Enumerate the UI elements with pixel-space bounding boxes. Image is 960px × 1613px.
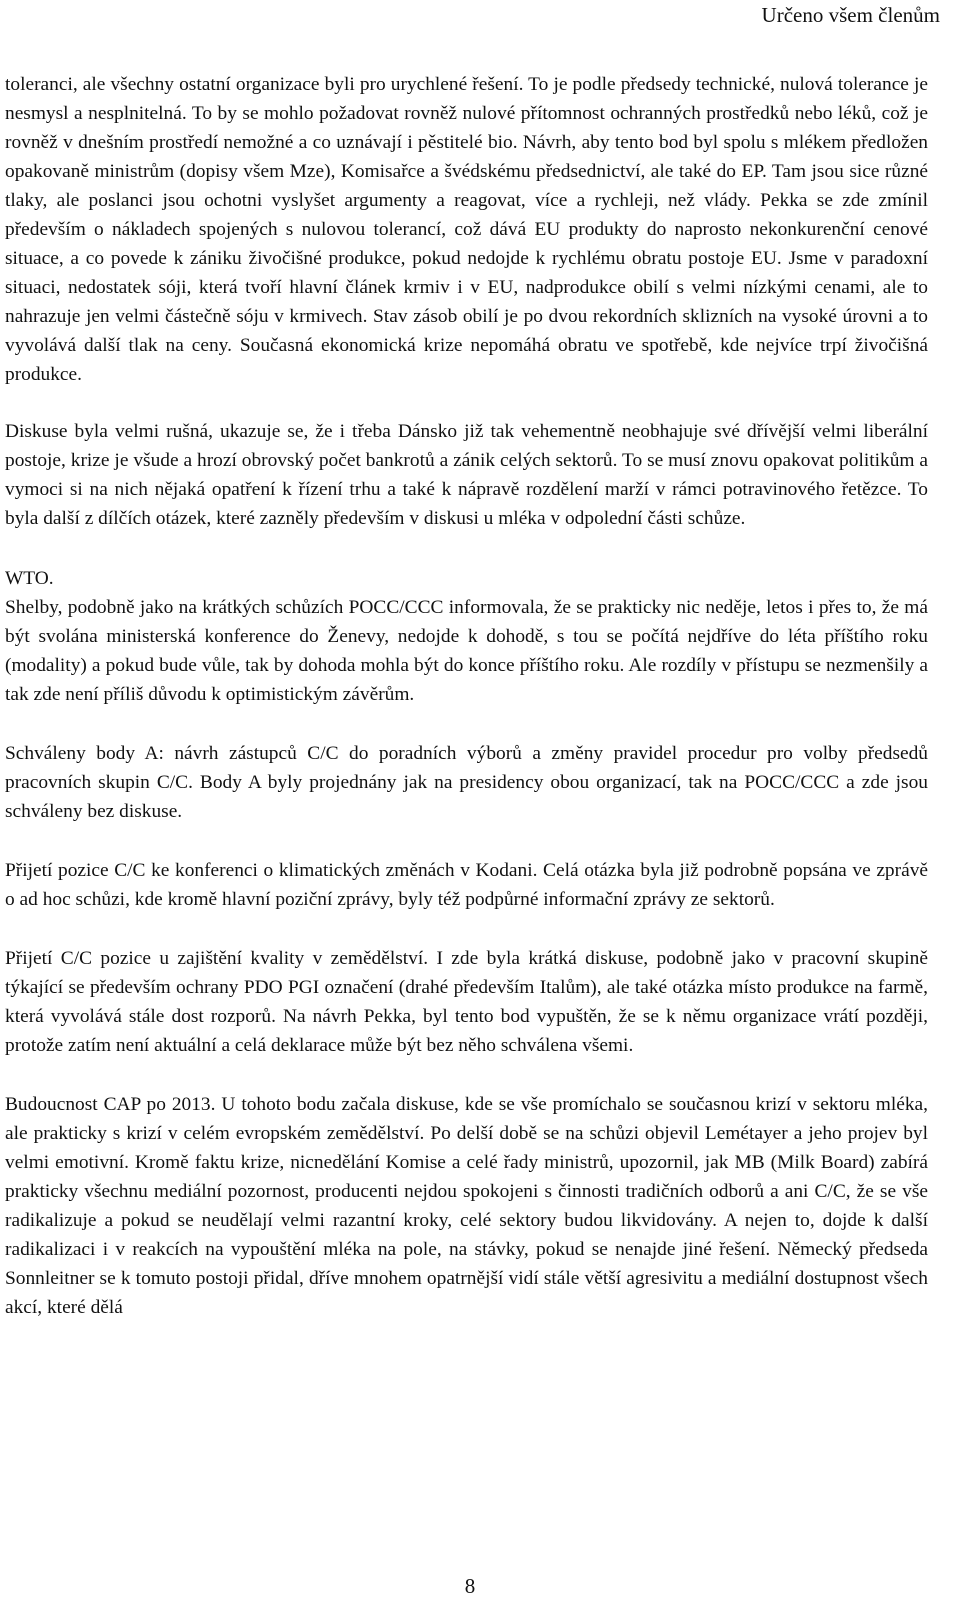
paragraph-wto: Shelby, podobně jako na krátkých schůzích POCC/CCC informovala, že se prakticky nic neděje, letos i přes to, že má být svolána ministerská konference do Ženevy, nedojde k dohodě, s tou se počítá nejdříve do léta příštího roku (modality) a pokud bude vůle, tak by dohoda mohla být do konce příštího roku. Ale rozdíly v přístupu se nezmenšily a tak zde není příliš důvodu k optimistickým závěrům. bbox=[5, 597, 928, 705]
paragraph-quality-position: Přijetí C/C pozice u zajištění kvality v zemědělství. I zde byla krátká diskuse, podobně jako v pracovní skupině týkající se především ochrany PDO PGI označení (drahé především Italům), ale také otázka místo produkce na farmě, která vyvolává stále dost rozporů. Na návrh Pekka, byl tento bod vypuštěn, že se k němu organizace vrátí později, protože zatím není aktuální a celá deklarace může být bez něho schválena všemi. bbox=[5, 948, 928, 1056]
section-heading-wto: WTO. bbox=[5, 568, 54, 589]
document-body bbox=[5, 70, 928, 1322]
paragraph-climate-position: Přijetí pozice C/C ke konferenci o klimatických změnách v Kodani. Celá otázka byla již podrobně popsána ve zprávě o ad hoc schůzi, kde kromě hlavní poziční zprávy, byly též podpůrné informační zprávy ze sektorů. bbox=[5, 860, 928, 910]
page-header: Určeno všem členům bbox=[761, 3, 940, 27]
paragraph-discussion: Diskuse byla velmi rušná, ukazuje se, že i třeba Dánsko již tak vehementně neobhajuje své dřívější velmi liberální postoje, krize je všude a hrozí obrovský počet bankrotů a zánik celých sektorů. To se musí znovu opakovat politikům a vymoci si na nich nějaká opatření k řízení trhu a také k nápravě rozdělení marží v rámci potravinového řetězce. To byla další z dílčích otázek, které zazněly především v diskusi u mléka v odpolední části schůze. bbox=[5, 421, 928, 529]
paragraph-tolerance: toleranci, ale všechny ostatní organizace byli pro urychlené řešení. To je podle předsedy technické, nulová tolerance je nesmysl a nesplnitelná. To by se mohlo požadovat rovněž nulové přítomnost ochranných prostředků nebo léků, což je rovněž v dnešním prostředí nemožné a co uznávají i pěstitelé bio. Návrh, aby tento bod byl spolu s mlékem předložen opakovaně ministrům (dopisy všem Mze), Komisařce a švédskému předsednictví, ale také do EP. Tam jsou sice různé tlaky, ale poslanci jsou ochotni vyslyšet argumenty a reagovat, více a rychleji, než vlády. Pekka se zde zmínil především o nákladech spojených s nulovou tolerancí, což dává EU produkty do naprosto nekonkurenční cenové situace, a co povede k zániku živočišné produkce, pokud nedojde k rychlému obratu postoje EU. Jsme v paradoxní situaci, nedostatek sóji, která tvoří hlavní článek krmiv i v EU, nadprodukce obilí s velmi nízkými cenami, ale to nahrazuje jen velmi částečně sóju v krmivech. Stav zásob obilí je po dvou rekordních sklizních na vysoké úrovni a to vyvolává další tlak na ceny. Současná ekonomická krize nepomáhá obratu ve spotřebě, kde nejvíce trpí živočišná produkce. bbox=[5, 74, 928, 385]
paragraph-cap-future: Budoucnost CAP po 2013. U tohoto bodu začala diskuse, kde se vše promíchalo se současnou krizí v sektoru mléka, ale prakticky s krizí v celém evropském zemědělství. Po delší době se na schůzi objevil Lemétayer a jeho projev byl velmi emotivní. Kromě faktu krize, nicnedělání Komise a celé řady ministrů, upozornil, jak MB (Milk Board) zabírá prakticky všechnu mediální pozornost, producenti nejdou spokojeni s činnosti tradičních odborů a ani C/C, že se vše radikalizuje a pokud se neudělají velmi razantní kroky, celé sektory budou likvidovány. A nejen to, dojde k další radikalizaci i v reakcích na vypouštění mléka na pole, na stávky, pokud se nenajde jiné řešení. Německý předseda Sonnleitner se k tomuto postoji přidal, dříve mnohem opatrnější vidí stále větší agresivitu a mediální dostupnost všech akcí, které dělá bbox=[5, 1094, 928, 1318]
page-number: 8 bbox=[464, 1574, 476, 1598]
paragraph-approved-points: Schváleny body A: návrh zástupců C/C do poradních výborů a změny pravidel procedur pro volby předsedů pracovních skupin C/C. Body A byly projednány jak na presidency obou organizací, tak na POCC/CCC a zde jsou schváleny bez diskuse. bbox=[5, 743, 928, 822]
